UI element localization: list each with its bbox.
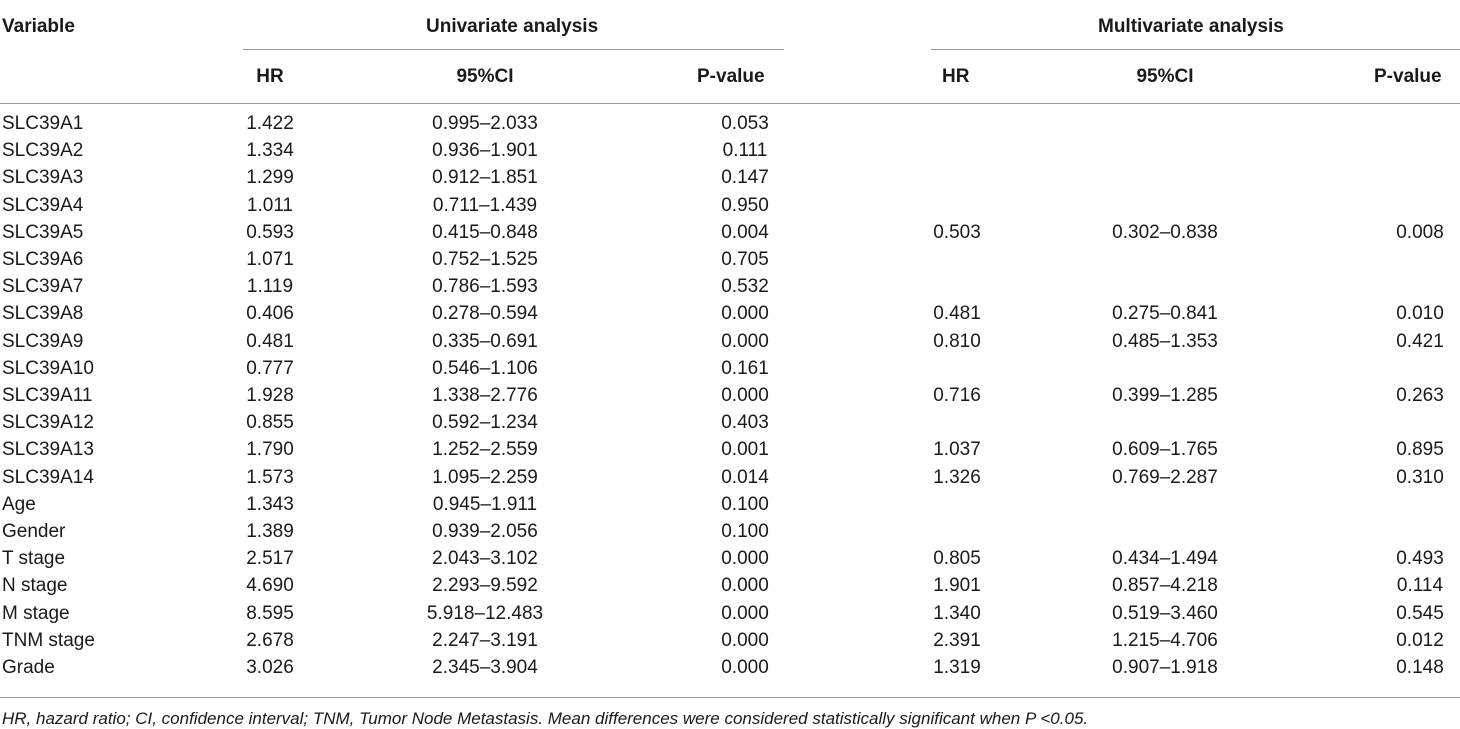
table-row: [0, 412, 1460, 439]
cell-univariate-ci: 0.752–1.525: [432, 249, 538, 270]
cell-univariate-ci: 2.043–3.102: [432, 548, 538, 570]
header-variable: Variable: [2, 16, 75, 37]
cell-univariate-p: 0.000: [721, 575, 769, 597]
header-m-ci: 95%CI: [1136, 66, 1194, 87]
cell-univariate-p: 0.004: [721, 221, 769, 243]
cell-univariate-p: 0.000: [721, 657, 769, 678]
header-univariate: Univariate analysis: [426, 16, 599, 37]
cell-univariate-ci: 2.293–9.592: [432, 575, 538, 597]
cell-univariate-ci: 0.415–0.848: [432, 221, 538, 243]
cell-univariate-p: 0.000: [721, 303, 769, 325]
cell-univariate-p: 0.000: [721, 548, 769, 570]
cell-univariate-hr: 1.119: [246, 276, 294, 298]
cell-multivariate-p: 0.545: [1396, 602, 1444, 624]
cell-multivariate-ci: 0.769–2.287: [1112, 466, 1218, 488]
cell-multivariate-p: 0.895: [1396, 439, 1444, 461]
header-bottom-rule: [0, 103, 1460, 104]
cell-variable: SLC39A14: [2, 466, 94, 488]
cell-univariate-hr: 0.777: [246, 357, 294, 379]
table-row: [0, 167, 1460, 194]
cell-univariate-p: 0.403: [721, 412, 769, 434]
header-m-p: P-value: [1374, 66, 1442, 87]
cell-univariate-p: 0.161: [721, 357, 769, 379]
cell-multivariate-hr: 0.805: [933, 548, 981, 570]
cell-variable: SLC39A4: [2, 194, 84, 216]
cell-univariate-hr: 1.790: [246, 439, 294, 461]
cell-univariate-ci: 0.278–0.594: [432, 303, 538, 325]
cell-univariate-hr: 2.517: [246, 548, 294, 570]
table-bottom-rule: [0, 697, 1460, 698]
cell-multivariate-ci: 1.215–4.706: [1112, 629, 1218, 651]
header-u-ci: 95%CI: [456, 66, 514, 87]
cell-multivariate-hr: 1.319: [933, 657, 981, 678]
table-row: [0, 195, 1460, 222]
cell-variable: TNM stage: [2, 629, 95, 651]
table-row: [0, 657, 1460, 684]
cell-variable: SLC39A1: [2, 113, 84, 134]
cell-univariate-ci: 0.786–1.593: [432, 276, 538, 298]
cell-univariate-ci: 1.252–2.559: [432, 439, 538, 461]
cell-univariate-ci: 0.945–1.911: [432, 493, 538, 515]
cell-univariate-ci: 0.995–2.033: [432, 113, 538, 134]
cell-univariate-ci: 0.936–1.901: [432, 140, 538, 162]
cell-multivariate-p: 0.263: [1396, 385, 1444, 406]
cell-multivariate-p: 0.493: [1396, 548, 1444, 570]
cell-multivariate-hr: 0.716: [933, 385, 981, 406]
table-row: [0, 467, 1460, 494]
univariate-underline: [243, 49, 784, 50]
cell-variable: Gender: [2, 521, 66, 542]
cell-univariate-ci: 5.918–12.483: [426, 602, 544, 624]
cell-multivariate-ci: 0.907–1.918: [1112, 657, 1218, 678]
cell-univariate-hr: 0.593: [246, 221, 294, 243]
cell-univariate-ci: 0.939–2.056: [432, 521, 538, 542]
table-row: [0, 439, 1460, 466]
cell-variable: SLC39A7: [2, 276, 84, 298]
multivariate-underline: [931, 49, 1460, 50]
cell-univariate-p: 0.100: [721, 493, 769, 515]
cell-variable: SLC39A2: [2, 140, 84, 162]
cell-multivariate-ci: 0.609–1.765: [1112, 439, 1218, 461]
cell-univariate-p: 0.000: [721, 330, 769, 352]
cell-multivariate-ci: 0.434–1.494: [1112, 548, 1218, 570]
cell-variable: SLC39A8: [2, 303, 84, 325]
cell-univariate-p: 0.111: [722, 140, 768, 162]
cell-univariate-p: 0.532: [721, 276, 769, 298]
cell-variable: SLC39A3: [2, 167, 84, 189]
cell-univariate-hr: 1.299: [246, 167, 294, 189]
cell-variable: SLC39A10: [2, 357, 94, 379]
cell-univariate-p: 0.000: [721, 602, 769, 624]
header-multivariate: Multivariate analysis: [1098, 16, 1284, 37]
table-row: [0, 113, 1460, 140]
cell-multivariate-p: 0.008: [1396, 221, 1444, 243]
table-row: [0, 222, 1460, 249]
table-row: [0, 276, 1460, 303]
header-u-p: P-value: [697, 66, 765, 87]
cell-variable: Grade: [2, 657, 55, 678]
cell-univariate-ci: 1.095–2.259: [432, 466, 538, 488]
table-row: [0, 575, 1460, 602]
cell-univariate-p: 0.053: [721, 113, 769, 134]
cell-variable: Age: [2, 493, 36, 515]
table-row: [0, 140, 1460, 167]
cell-univariate-p: 0.100: [721, 521, 769, 542]
cell-variable: SLC39A13: [2, 439, 94, 461]
cell-variable: M stage: [2, 602, 70, 624]
cell-variable: SLC39A12: [2, 412, 94, 434]
cell-variable: N stage: [2, 575, 68, 597]
cell-univariate-p: 0.950: [721, 194, 769, 216]
cell-univariate-ci: 0.592–1.234: [432, 412, 538, 434]
cell-univariate-hr: 1.573: [246, 466, 294, 488]
cell-univariate-ci: 0.711–1.439: [432, 194, 538, 216]
cell-multivariate-hr: 0.503: [933, 221, 981, 243]
cell-univariate-hr: 1.422: [246, 113, 294, 134]
table-footnote: HR, hazard ratio; CI, confidence interval; TNM, Tumor Node Metastasis. Mean differences were considered statistically significant when P <0.05.: [2, 709, 1089, 728]
cell-multivariate-p: 0.012: [1396, 629, 1444, 651]
cell-univariate-ci: 0.335–0.691: [432, 330, 538, 352]
cell-univariate-p: 0.001: [721, 439, 769, 461]
cell-multivariate-ci: 0.399–1.285: [1112, 385, 1218, 406]
cell-univariate-p: 0.014: [721, 466, 769, 488]
cell-univariate-hr: 4.690: [246, 575, 294, 597]
cell-multivariate-ci: 0.519–3.460: [1112, 602, 1218, 624]
table-row: [0, 385, 1460, 412]
cell-multivariate-p: 0.421: [1396, 330, 1444, 352]
table-row: [0, 249, 1460, 276]
cell-variable: T stage: [2, 548, 66, 570]
cell-univariate-ci: 0.912–1.851: [432, 167, 538, 189]
cell-univariate-hr: 8.595: [246, 602, 294, 624]
cell-univariate-p: 0.705: [721, 249, 769, 270]
cell-multivariate-p: 0.148: [1396, 657, 1444, 678]
header-m-hr: HR: [942, 66, 970, 87]
cell-univariate-hr: 1.389: [246, 521, 294, 542]
cell-multivariate-p: 0.310: [1396, 466, 1444, 488]
cell-univariate-hr: 2.678: [246, 629, 294, 651]
cell-univariate-p: 0.000: [721, 385, 769, 406]
cell-multivariate-ci: 0.485–1.353: [1112, 330, 1218, 352]
cell-multivariate-hr: 2.391: [933, 629, 981, 651]
cell-univariate-hr: 1.071: [246, 249, 294, 270]
cell-multivariate-ci: 0.302–0.838: [1112, 221, 1218, 243]
cell-multivariate-ci: 0.275–0.841: [1112, 303, 1218, 325]
table-row: [0, 630, 1460, 657]
cell-univariate-hr: 3.026: [246, 657, 294, 678]
table-row: [0, 603, 1460, 630]
cell-multivariate-hr: 1.326: [933, 466, 981, 488]
cell-multivariate-hr: 1.037: [933, 439, 981, 461]
table-row: [0, 358, 1460, 385]
cell-univariate-ci: 1.338–2.776: [432, 385, 538, 406]
cell-multivariate-p: 0.010: [1396, 303, 1444, 325]
table-row: [0, 303, 1460, 330]
cell-multivariate-hr: 0.810: [933, 330, 981, 352]
cell-univariate-hr: 0.406: [246, 303, 294, 325]
cell-univariate-hr: 1.334: [246, 140, 294, 162]
cell-univariate-ci: 2.247–3.191: [432, 629, 538, 651]
cell-univariate-hr: 1.928: [246, 385, 294, 406]
cell-variable: SLC39A9: [2, 330, 84, 352]
cell-multivariate-ci: 0.857–4.218: [1112, 575, 1218, 597]
cell-multivariate-hr: 1.340: [933, 602, 981, 624]
header-u-hr: HR: [256, 66, 284, 87]
cell-univariate-p: 0.000: [721, 629, 769, 651]
cell-univariate-ci: 2.345–3.904: [432, 657, 538, 678]
cell-univariate-p: 0.147: [721, 167, 769, 189]
cell-multivariate-p: 0.114: [1396, 575, 1444, 597]
cell-univariate-hr: 0.481: [246, 330, 294, 352]
cell-univariate-hr: 0.855: [246, 412, 294, 434]
cell-variable: SLC39A11: [2, 385, 93, 406]
cell-univariate-ci: 0.546–1.106: [432, 357, 538, 379]
table-row: [0, 331, 1460, 358]
cell-univariate-hr: 1.343: [246, 493, 294, 515]
cell-multivariate-hr: 1.901: [933, 575, 981, 597]
table-row: [0, 494, 1460, 521]
cell-univariate-hr: 1.011: [246, 194, 294, 216]
cell-variable: SLC39A6: [2, 249, 84, 270]
table-row: [0, 521, 1460, 548]
table-row: [0, 548, 1460, 575]
cell-variable: SLC39A5: [2, 221, 84, 243]
cell-multivariate-hr: 0.481: [933, 303, 981, 325]
